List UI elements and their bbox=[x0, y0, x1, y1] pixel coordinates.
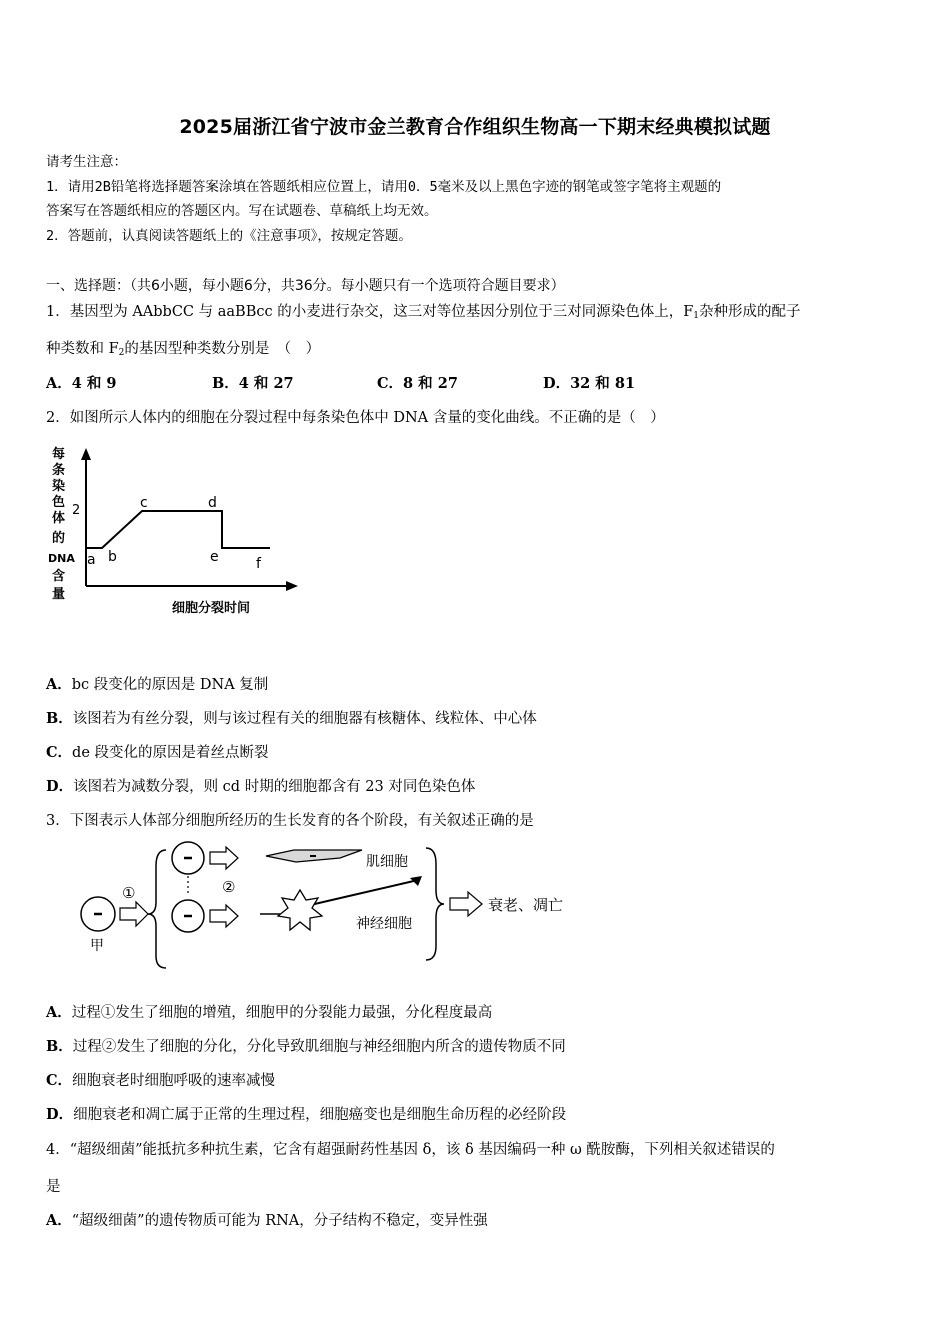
q1-option-a[interactable]: A．4 和 9 bbox=[46, 375, 117, 392]
option-letter: B． bbox=[46, 710, 73, 727]
option-letter: A． bbox=[46, 1212, 72, 1229]
q2-stem: 2．如图所示人体内的细胞在分裂过程中每条染色体中 DNA 含量的变化曲线。不正确的是（ ） bbox=[46, 410, 665, 426]
notice-item-2: 2．答题前，认真阅读答题纸上的《注意事项》，按规定答题。 bbox=[46, 228, 412, 244]
q2-dna-graph bbox=[44, 444, 304, 624]
q4-option-a[interactable] bbox=[46, 1211, 904, 1231]
graph-point-a: a bbox=[87, 552, 96, 568]
arrow-to-result bbox=[450, 892, 482, 916]
q2-option-b[interactable] bbox=[46, 709, 904, 729]
process-2-label: ② bbox=[222, 878, 236, 896]
q4-stem-line-1: 4．“超级细菌”能抵抗多种抗生素，它含有超强耐药性基因 δ，该 δ 基因编码一种 ω 酰胺酶，下列相关叙述错误的 bbox=[46, 1142, 775, 1158]
process-1-label: ① bbox=[122, 884, 136, 902]
exam-title: 2025届浙江省宁波市金兰教育合作组织生物高一下期末经典模拟试题 bbox=[179, 116, 771, 138]
graph-dna-curve bbox=[86, 511, 270, 548]
option-letter: A． bbox=[46, 1004, 72, 1021]
q3-option-b[interactable] bbox=[46, 1037, 904, 1057]
neuron-axon bbox=[306, 880, 418, 906]
neuron-label: 神经细胞 bbox=[356, 916, 412, 932]
option-text: bc 段变化的原因是 DNA 复制 bbox=[71, 677, 269, 693]
option-text: “超级细菌”的遗传物质可能为 RNA，分子结构不稳定，变异性强 bbox=[71, 1213, 488, 1229]
graph-point-c: c bbox=[140, 495, 148, 511]
q3-option-a[interactable] bbox=[46, 1003, 904, 1023]
graph-ylabel-char-2: 条 bbox=[52, 463, 66, 478]
q1-option-b[interactable]: B．4 和 27 bbox=[212, 375, 294, 392]
graph-ylabel-char-5: 体 bbox=[52, 511, 66, 526]
notice-item-1-line-1: 1．请用2B铅笔将选择题答案涂填在答题纸相应位置上，请用0．5毫米及以上黑色字迹的钢笔或签字笔将主观题的 bbox=[46, 179, 722, 195]
cell-jia-label: 甲 bbox=[90, 938, 104, 954]
q3-option-c[interactable] bbox=[46, 1071, 904, 1091]
q1-stem-sub-2: 2 bbox=[118, 348, 125, 358]
option-letter: A． bbox=[46, 676, 72, 693]
q4-stem-line-2: 是 bbox=[46, 1179, 61, 1195]
graph-x-label: 细胞分裂时间 bbox=[172, 601, 251, 616]
q1-stem-line-1 bbox=[46, 302, 904, 326]
q1-stem-line-2b: 的基因型种类数分别是 （ ） bbox=[124, 341, 321, 357]
q3-stem: 3．下图表示人体部分细胞所经历的生长发育的各个阶段，有关叙述正确的是 bbox=[46, 813, 534, 829]
arrow-process-1 bbox=[120, 902, 148, 926]
q2-option-a[interactable] bbox=[46, 675, 904, 695]
notice-item-1-line-2: 答案写在答题纸相应的答题区内。写在试题卷、草稿纸上均无效。 bbox=[46, 203, 438, 219]
q1-stem-sub-1: 1 bbox=[693, 311, 699, 321]
option-letter: B． bbox=[46, 1038, 73, 1055]
q1-stem-line-2 bbox=[46, 339, 904, 363]
graph-point-e: e bbox=[210, 549, 219, 565]
option-letter: D． bbox=[46, 778, 74, 795]
graph-point-d: d bbox=[208, 495, 217, 511]
graph-ylabel-char-3: 染 bbox=[52, 479, 66, 494]
q3-cell-diagram bbox=[74, 838, 594, 978]
q1-stem-line-2a: 种类数和 F bbox=[46, 341, 119, 357]
option-text: 该图若为减数分裂，则 cd 时期的细胞都含有 23 对同色染色体 bbox=[73, 779, 476, 795]
graph-ylabel-char-4: 色 bbox=[52, 495, 66, 510]
graph-ylabel-char-6: 的 bbox=[52, 531, 66, 546]
option-text: 细胞衰老时细胞呼吸的速率减慢 bbox=[72, 1073, 276, 1089]
graph-ylabel-char-1: 每 bbox=[52, 447, 66, 462]
q3-option-d[interactable] bbox=[46, 1105, 904, 1125]
option-text: de 段变化的原因是着丝点断裂 bbox=[72, 745, 269, 761]
option-letter: D． bbox=[46, 1106, 74, 1123]
notice-heading: 请考生注意： bbox=[46, 154, 127, 170]
arrow-to-neuron bbox=[210, 905, 238, 927]
left-brace bbox=[148, 850, 166, 968]
graph-ylabel-char-8: 含 bbox=[52, 569, 66, 584]
graph-ylabel-char-9: 量 bbox=[52, 587, 66, 602]
graph-y-tick-2: 2 bbox=[72, 503, 81, 518]
option-text: 过程①发生了细胞的增殖，细胞甲的分裂能力最强，分化程度最高 bbox=[71, 1005, 493, 1021]
arrow-to-muscle bbox=[210, 847, 238, 869]
result-label: 衰老、凋亡 bbox=[488, 896, 564, 914]
q1-option-d[interactable]: D．32 和 81 bbox=[543, 375, 636, 392]
q2-option-d[interactable] bbox=[46, 777, 904, 797]
graph-point-f: f bbox=[256, 556, 261, 572]
q1-options bbox=[46, 372, 906, 394]
graph-point-b: b bbox=[108, 549, 117, 565]
option-text: 细胞衰老和凋亡属于正常的生理过程，细胞癌变也是细胞生命历程的必经阶段 bbox=[73, 1107, 567, 1123]
q1-stem-line-1b: 杂种形成的配子 bbox=[699, 304, 801, 320]
section-heading: 一、选择题：（共6小题，每小题6分，共36分。每小题只有一个选项符合题目要求） bbox=[46, 278, 565, 294]
option-text: 该图若为有丝分裂，则与该过程有关的细胞器有核糖体、线粒体、中心体 bbox=[72, 711, 537, 727]
neuron-soma bbox=[278, 890, 322, 930]
q1-stem-line-1a: 1．基因型为 AAbbCC 与 aaBBcc 的小麦进行杂交，这三对等位基因分别位于三对同源染色体上，F bbox=[46, 304, 694, 320]
option-letter: C． bbox=[46, 744, 73, 761]
q2-option-c[interactable] bbox=[46, 743, 904, 763]
right-brace bbox=[426, 848, 444, 960]
graph-y-arrow bbox=[81, 448, 91, 460]
option-letter: C． bbox=[46, 1072, 73, 1089]
graph-ylabel-char-7: DNA bbox=[48, 552, 75, 565]
q1-option-c[interactable]: C．8 和 27 bbox=[377, 375, 458, 392]
muscle-cell-label: 肌细胞 bbox=[366, 854, 408, 870]
graph-x-arrow bbox=[286, 581, 298, 591]
option-text: 过程②发生了细胞的分化，分化导致肌细胞与神经细胞内所含的遗传物质不同 bbox=[72, 1039, 566, 1055]
